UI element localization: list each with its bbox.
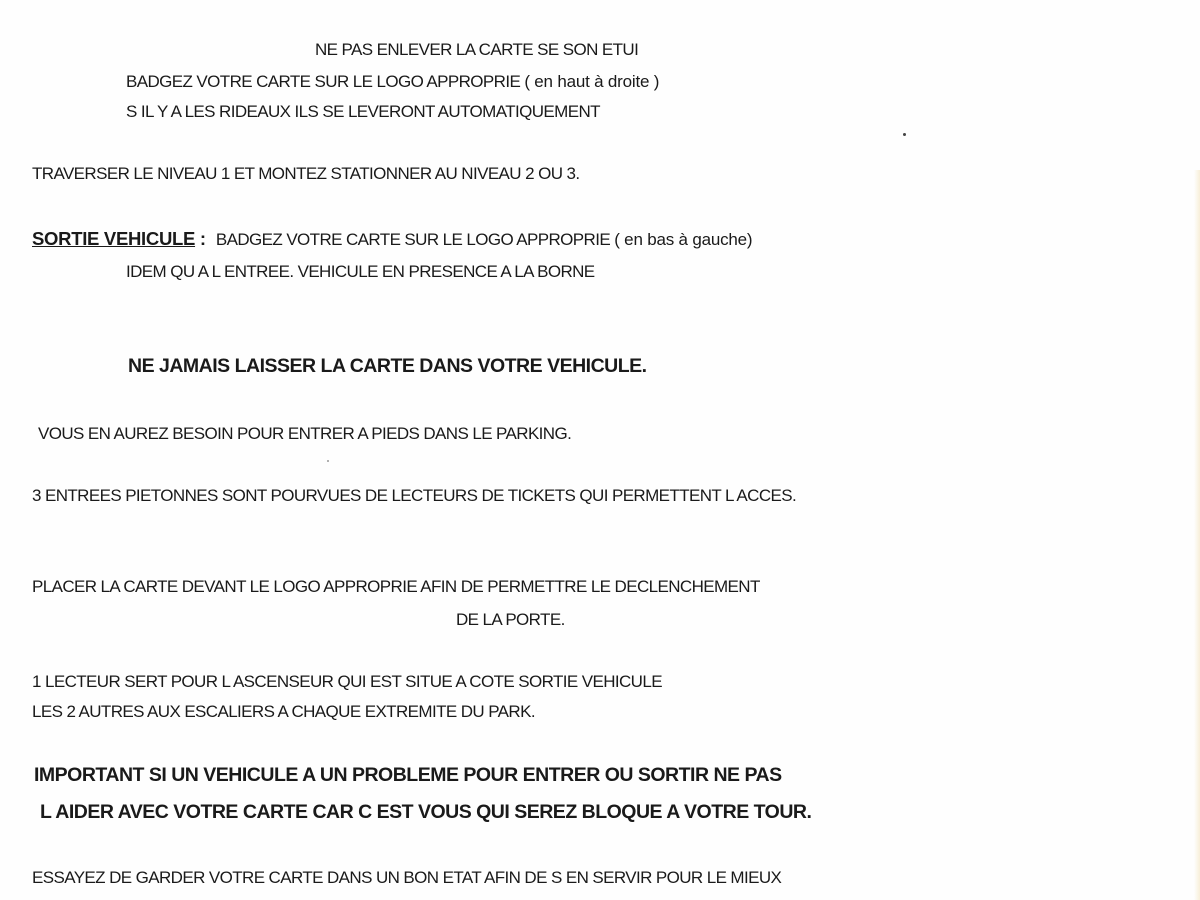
info-elevator-reader: 1 LECTEUR SERT POUR L ASCENSEUR QUI EST SITUE A COTE SORTIE VEHICULE [32, 672, 662, 691]
instruction-card-care: ESSAYEZ DE GARDER VOTRE CARTE DANS UN BON ETAT AFIN DE S EN SERVIR POUR LE MIEUX [32, 868, 782, 887]
scan-speck [327, 460, 329, 462]
paper-edge-shadow [1194, 170, 1200, 900]
instruction-levels: TRAVERSER LE NIVEAU 1 ET MONTEZ STATIONNER AU NIVEAU 2 OU 3. [32, 164, 580, 183]
important-warning-line-1: IMPORTANT SI UN VEHICULE A UN PROBLEME POUR ENTRER OU SORTIR NE PAS [34, 764, 782, 786]
important-warning-line-2: L AIDER AVEC VOTRE CARTE CAR C EST VOUS QUI SEREZ BLOQUE A VOTRE TOUR. [40, 801, 812, 823]
vehicle-exit-heading: SORTIE VEHICULE [32, 228, 196, 249]
instruction-badge-entry [126, 72, 659, 92]
instruction-place-card-cont: DE LA PORTE. [456, 610, 565, 629]
badge-exit-location: ( en bas à gauche) [614, 230, 753, 249]
scan-speck [903, 133, 906, 136]
info-stair-readers: LES 2 AUTRES AUX ESCALIERS A CHAQUE EXTREMITE DU PARK. [32, 702, 535, 721]
instruction-keep-card-in-case: NE PAS ENLEVER LA CARTE SE SON ETUI [315, 40, 639, 59]
warning-never-leave-card: NE JAMAIS LAISSER LA CARTE DANS VOTRE VEHICULE. [128, 355, 647, 377]
vehicle-exit-colon: : [195, 228, 206, 249]
badge-entry-location: ( en haut à droite ) [524, 72, 660, 91]
badge-entry-text: BADGEZ VOTRE CARTE SUR LE LOGO APPROPRIE [126, 72, 521, 91]
info-pedestrian-entrances: 3 ENTREES PIETONNES SONT POURVUES DE LECTEURS DE TICKETS QUI PERMETTENT L ACCES. [32, 486, 797, 505]
badge-exit-text: BADGEZ VOTRE CARTE SUR LE LOGO APPROPRIE [215, 230, 611, 249]
instruction-place-card: PLACER LA CARTE DEVANT LE LOGO APPROPRIE AFIN DE PERMETTRE LE DECLENCHEMENT [32, 577, 760, 596]
instruction-same-as-entry: IDEM QU A L ENTREE. VEHICULE EN PRESENCE A LA BORNE [126, 262, 595, 281]
instruction-curtains: S IL Y A LES RIDEAUX ILS SE LEVERONT AUTOMATIQUEMENT [126, 102, 600, 121]
section-vehicle-exit [32, 228, 752, 250]
info-pedestrian-access: VOUS EN AUREZ BESOIN POUR ENTRER A PIEDS DANS LE PARKING. [38, 424, 572, 443]
